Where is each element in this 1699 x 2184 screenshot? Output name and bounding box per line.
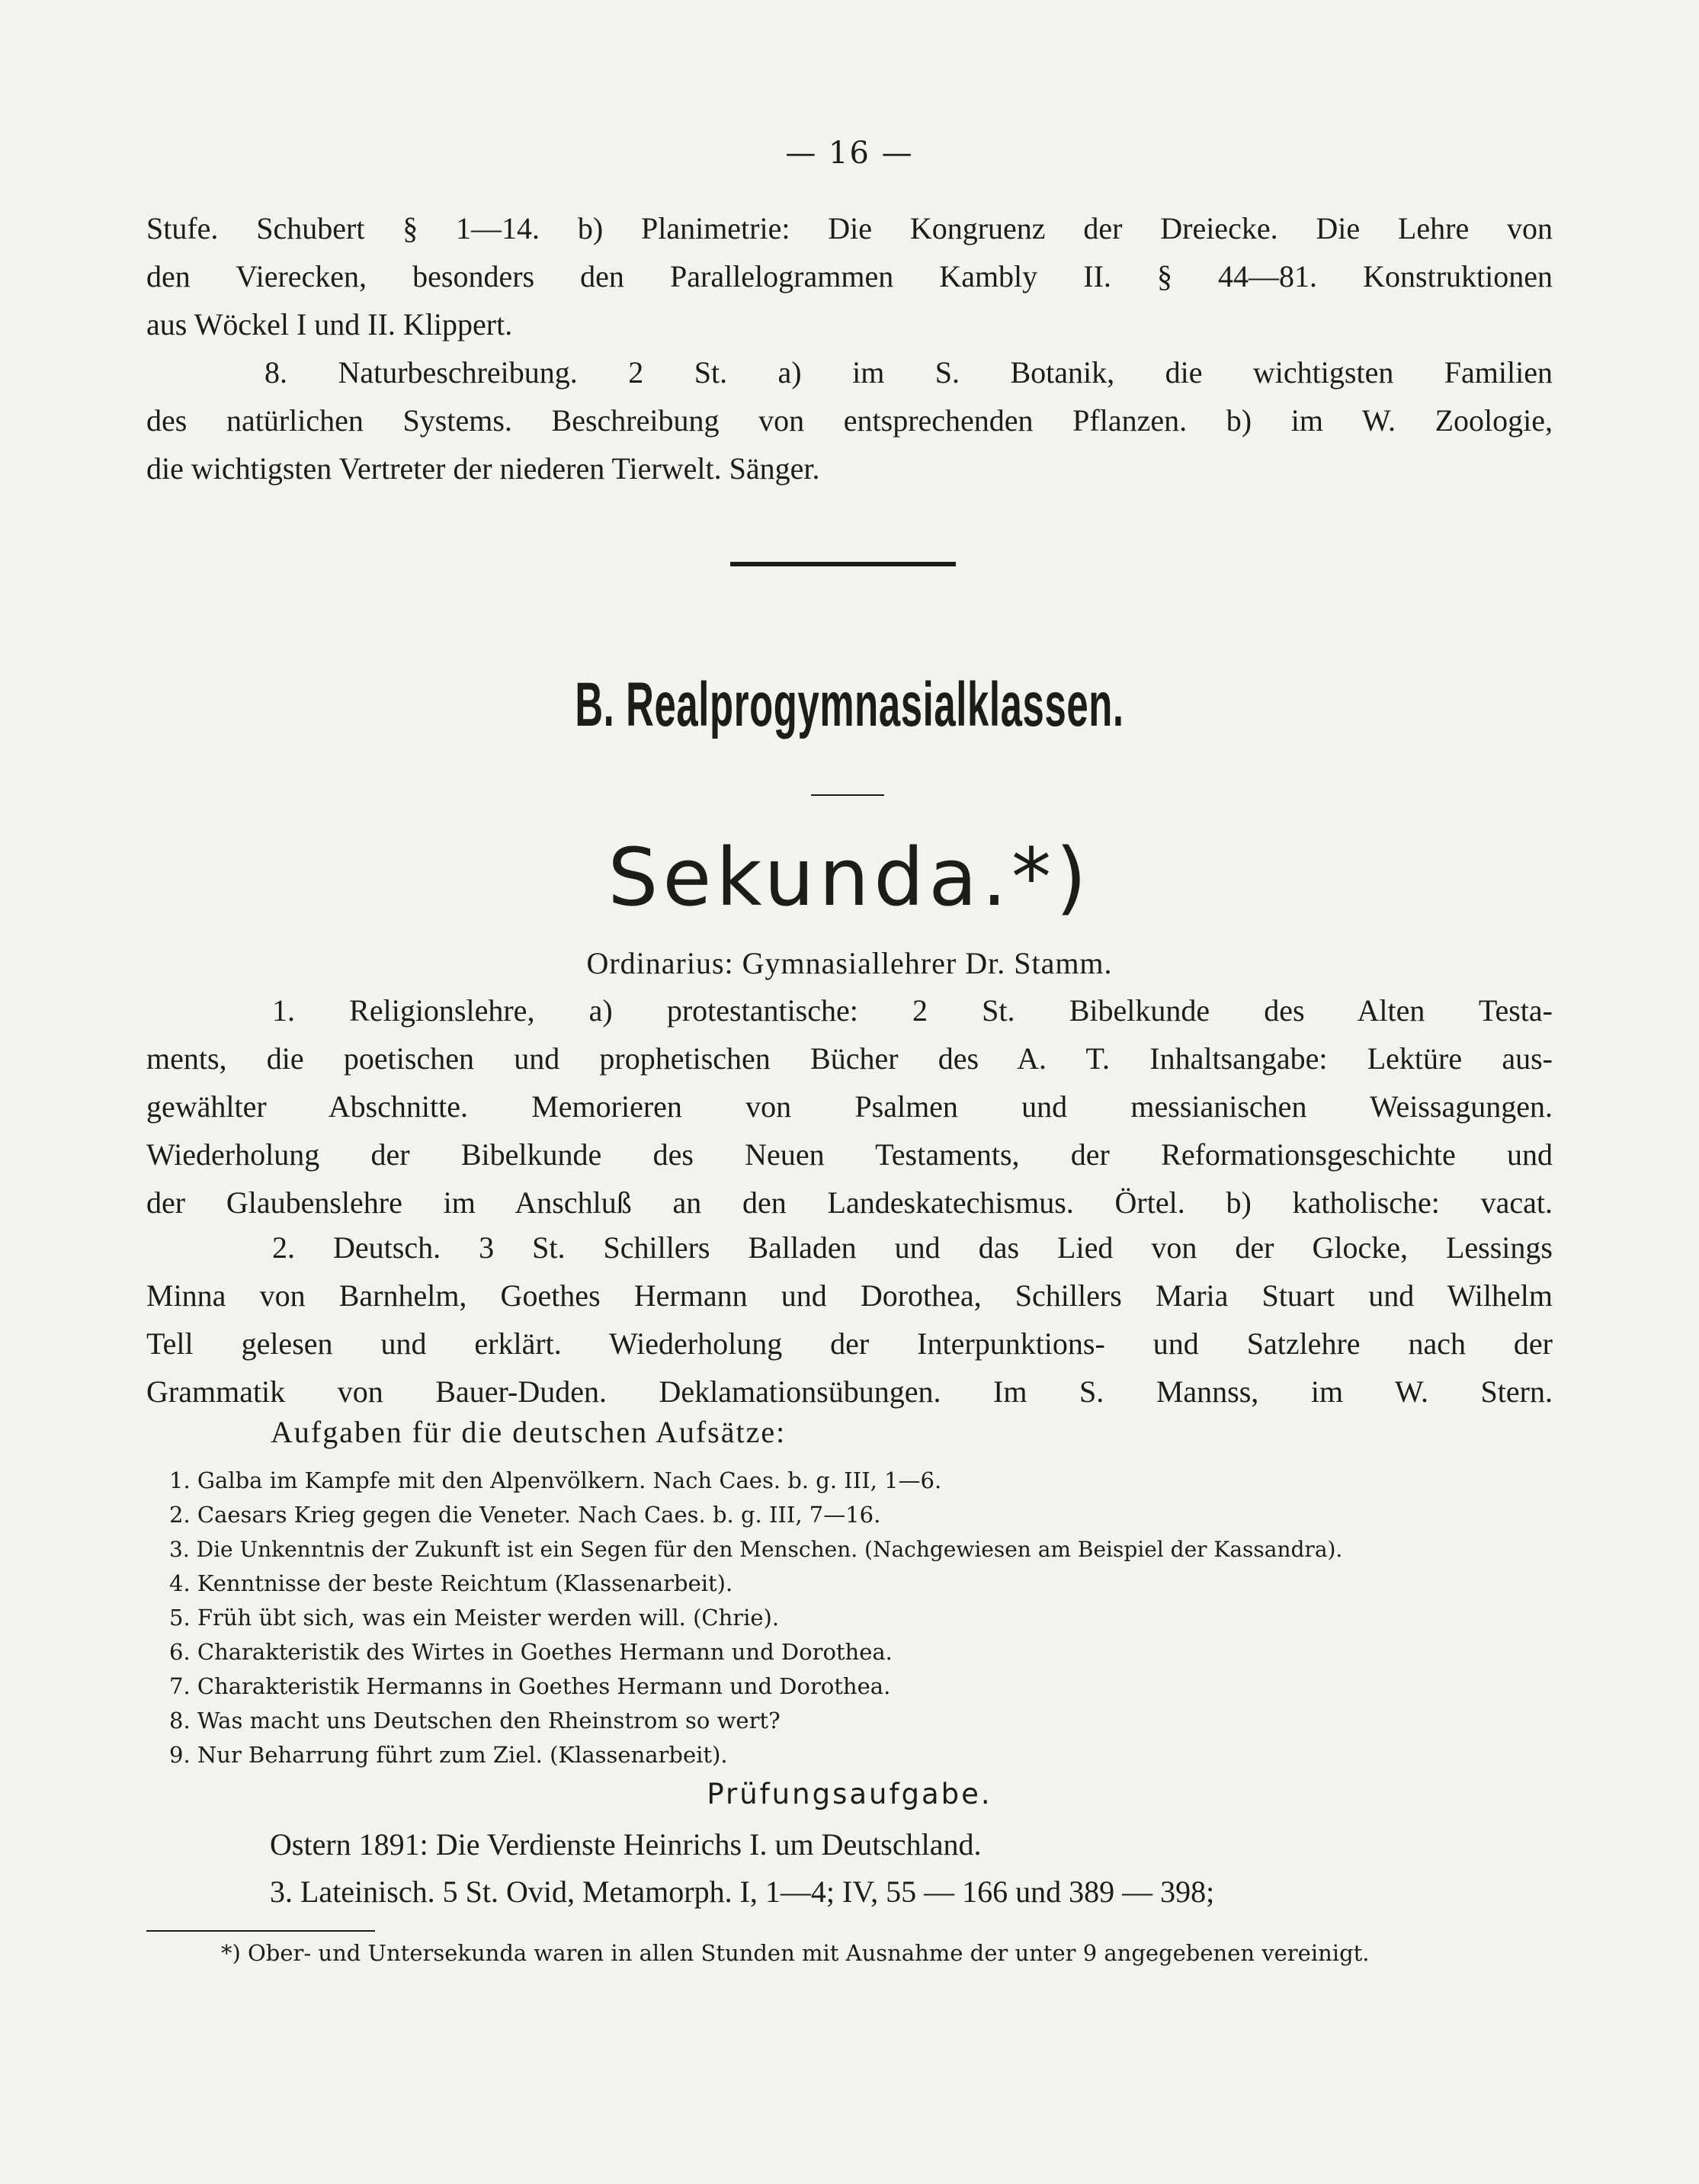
text-line: 1. Religionslehre, a) protestantische: 2 St. Bibelkunde des Alten Testa-: [272, 993, 1553, 1028]
text-line: 8. Naturbeschreibung. 2 St. a) im S. Botanik, die wichtigsten Familien: [264, 355, 1553, 390]
tasks-heading: Aufgaben für die deutschen Aufsätze:: [271, 1415, 787, 1449]
paragraph-deutsch: [146, 1223, 1553, 1416]
paragraph-naturbeschreibung: [146, 348, 1553, 492]
short-divider: [811, 794, 884, 796]
latin-line: 3. Lateinisch. 5 St. Ovid, Metamorph. I, 1—4; IV, 55 — 166 und 389 — 398;: [270, 1875, 1215, 1909]
text-line: Grammatik von Bauer-Duden. Deklamationsübungen. Im S. Mannss, im W. Stern.: [146, 1374, 1553, 1409]
list-item: 1. Galba im Kampfe mit den Alpenvölkern. Nach Caes. b. g. III, 1—6.: [169, 1467, 942, 1493]
text-line: Wiederholung der Bibelkunde des Neuen Testaments, der Reformationsgeschichte und: [146, 1137, 1553, 1172]
text-line: ments, die poetischen und prophetischen Bücher des A. T. Inhaltsangabe: Lektüre aus-: [146, 1041, 1553, 1076]
text-line: der Glaubenslehre im Anschluß an den Landeskatechismus. Örtel. b) katholische: vacat.: [146, 1185, 1553, 1220]
list-item: 2. Caesars Krieg gegen die Veneter. Nach Caes. b. g. III, 7—16.: [169, 1502, 881, 1528]
text-line: Minna von Barnhelm, Goethes Hermann und Dorothea, Schillers Maria Stuart und Wilhelm: [146, 1278, 1553, 1313]
list-item: 6. Charakteristik des Wirtes in Goethes Hermann und Dorothea.: [169, 1639, 893, 1665]
paragraph-mathematics-continued: [146, 204, 1553, 348]
paragraph-religionslehre: [146, 986, 1553, 1227]
list-item: 7. Charakteristik Hermanns in Goethes Hermann und Dorothea.: [169, 1673, 891, 1699]
footnote-rule: [146, 1930, 375, 1932]
text-line: aus Wöckel I und II. Klippert.: [146, 307, 513, 342]
exam-heading: Prüfungsaufgabe.: [707, 1778, 992, 1810]
text-line: die wichtigsten Vertreter der niederen Tierwelt. Sänger.: [146, 451, 820, 486]
text-line: des natürlichen Systems. Beschreibung von entsprechenden Pflanzen. b) im W. Zoologie,: [146, 403, 1553, 438]
list-item: 4. Kenntnisse der beste Reichtum (Klassenarbeit).: [169, 1570, 733, 1596]
text-line: gewählter Abschnitte. Memorieren von Psalmen und messianischen Weissagungen.: [146, 1089, 1553, 1124]
text-line: den Vierecken, besonders den Parallelogrammen Kambly II. § 44—81. Konstruktionen: [146, 259, 1553, 293]
text-line: Tell gelesen und erklärt. Wiederholung der Interpunktions- und Satzlehre nach der: [146, 1326, 1553, 1361]
list-item: 3. Die Unkenntnis der Zukunft ist ein Segen für den Menschen. (Nachgewiesen am Beispiel der Kassandra).: [169, 1537, 1343, 1562]
section-divider: [730, 562, 956, 566]
class-heading: Sekunda.*): [607, 831, 1092, 924]
text-line: Stufe. Schubert § 1—14. b) Planimetrie: Die Kongruenz der Dreiecke. Die Lehre von: [146, 211, 1553, 245]
page-number: — 16 —: [785, 136, 914, 171]
list-item: 8. Was macht uns Deutschen den Rheinstrom so wert?: [169, 1708, 781, 1733]
essay-task-list: [169, 1464, 1564, 1772]
list-item: 5. Früh übt sich, was ein Meister werden will. (Chrie).: [169, 1605, 780, 1631]
text-line: 2. Deutsch. 3 St. Schillers Balladen und das Lied von der Glocke, Lessings: [272, 1230, 1553, 1265]
footnote: *) Ober- und Untersekunda waren in allen Stunden mit Ausnahme der unter 9 angegebenen vereinigt.: [221, 1940, 1370, 1966]
section-heading: B. Realprogymnasialklassen.: [575, 670, 1124, 739]
ordinarius-line: Ordinarius: Gymnasiallehrer Dr. Stamm.: [586, 946, 1113, 980]
exam-line: Ostern 1891: Die Verdienste Heinrichs I. um Deutschland.: [270, 1827, 982, 1862]
list-item: 9. Nur Beharrung führt zum Ziel. (Klassenarbeit).: [169, 1742, 728, 1768]
